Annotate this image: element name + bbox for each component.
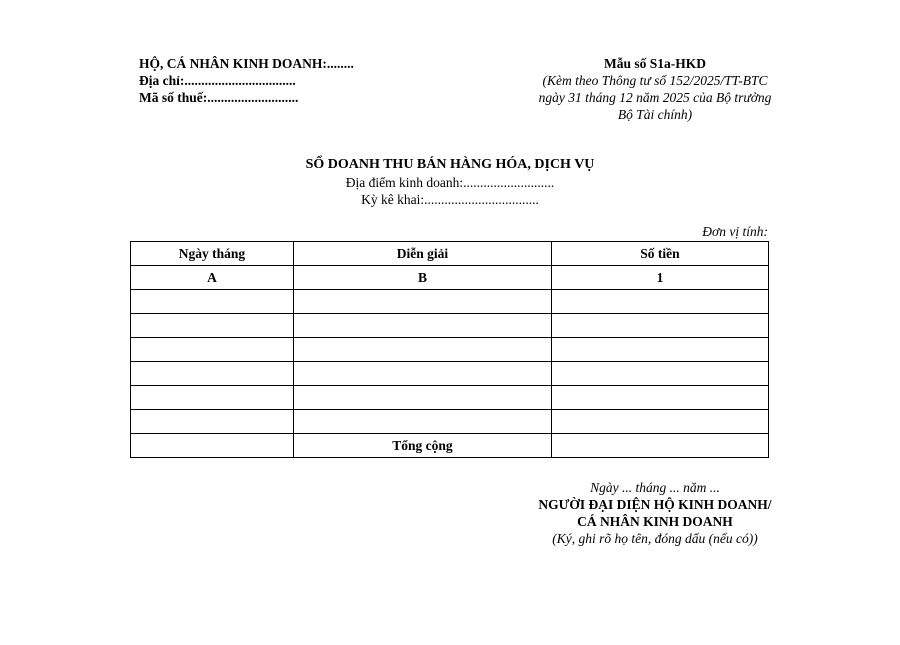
table-cell (131, 362, 294, 386)
signer-role-line-1: NGƯỜI ĐẠI DIỆN HỘ KINH DOANH/ (538, 497, 772, 512)
ledger-title-block (150, 156, 750, 208)
table-cell (552, 386, 769, 410)
table-cell (294, 410, 552, 434)
table-row (131, 290, 769, 314)
circular-reference-line-2: ngày 31 tháng 12 năm 2025 của Bộ trưởng (538, 90, 772, 105)
tax-code-field: Mã số thuế:........................... (139, 90, 299, 105)
circular-reference-line-1: (Kèm theo Thông tư số 152/2025/TT-BTC (542, 73, 768, 88)
table-cell (294, 386, 552, 410)
table-cell (552, 338, 769, 362)
form-number: Mẫu số S1a-HKD (603, 56, 706, 71)
table-cell (131, 290, 294, 314)
table-row (131, 314, 769, 338)
total-label: Tổng cộng (294, 434, 552, 458)
table-cell (552, 290, 769, 314)
table-row (131, 410, 769, 434)
table-row (131, 386, 769, 410)
table-cell (552, 410, 769, 434)
signature-date: Ngày ... tháng ... năm ... (590, 480, 720, 495)
total-amount-cell (552, 434, 769, 458)
signer-role-line-2: CÁ NHÂN KINH DOANH (577, 514, 733, 529)
address-field: Địa chỉ:................................. (139, 73, 296, 88)
header-date: Ngày tháng (131, 242, 294, 266)
business-info-block (139, 55, 354, 106)
table-cell (131, 434, 294, 458)
table-cell (294, 314, 552, 338)
table-cell (131, 314, 294, 338)
table-code-row (131, 266, 769, 290)
table-cell (131, 386, 294, 410)
table-cell (294, 362, 552, 386)
table-cell (131, 410, 294, 434)
signature-block (455, 479, 855, 547)
signature-note: (Ký, ghi rõ họ tên, đóng dấu (nếu có)) (552, 531, 758, 546)
table-cell (552, 362, 769, 386)
circular-reference-line-3: Bộ Tài chính) (617, 107, 693, 122)
table-cell (131, 338, 294, 362)
table-total-row (131, 434, 769, 458)
form-reference-block (455, 55, 855, 123)
table-cell (552, 314, 769, 338)
code-description: B (294, 266, 552, 290)
code-date: A (131, 266, 294, 290)
table-cell (294, 290, 552, 314)
header-amount: Số tiền (552, 242, 769, 266)
table-row (131, 338, 769, 362)
revenue-ledger-table (130, 241, 769, 458)
declaration-period-field: Kỳ kê khai:.................................. (361, 192, 539, 207)
ledger-title: SỔ DOANH THU BÁN HÀNG HÓA, DỊCH VỤ (305, 157, 595, 172)
unit-label: Đơn vị tính: (702, 224, 768, 239)
table-header-row (131, 242, 769, 266)
header-description: Diễn giải (294, 242, 552, 266)
business-name-field: HỘ, CÁ NHÂN KINH DOANH:........ (139, 56, 354, 71)
code-amount: 1 (552, 266, 769, 290)
business-location-field: Địa điểm kinh doanh:........................... (345, 175, 555, 190)
table-row (131, 362, 769, 386)
table-cell (294, 338, 552, 362)
